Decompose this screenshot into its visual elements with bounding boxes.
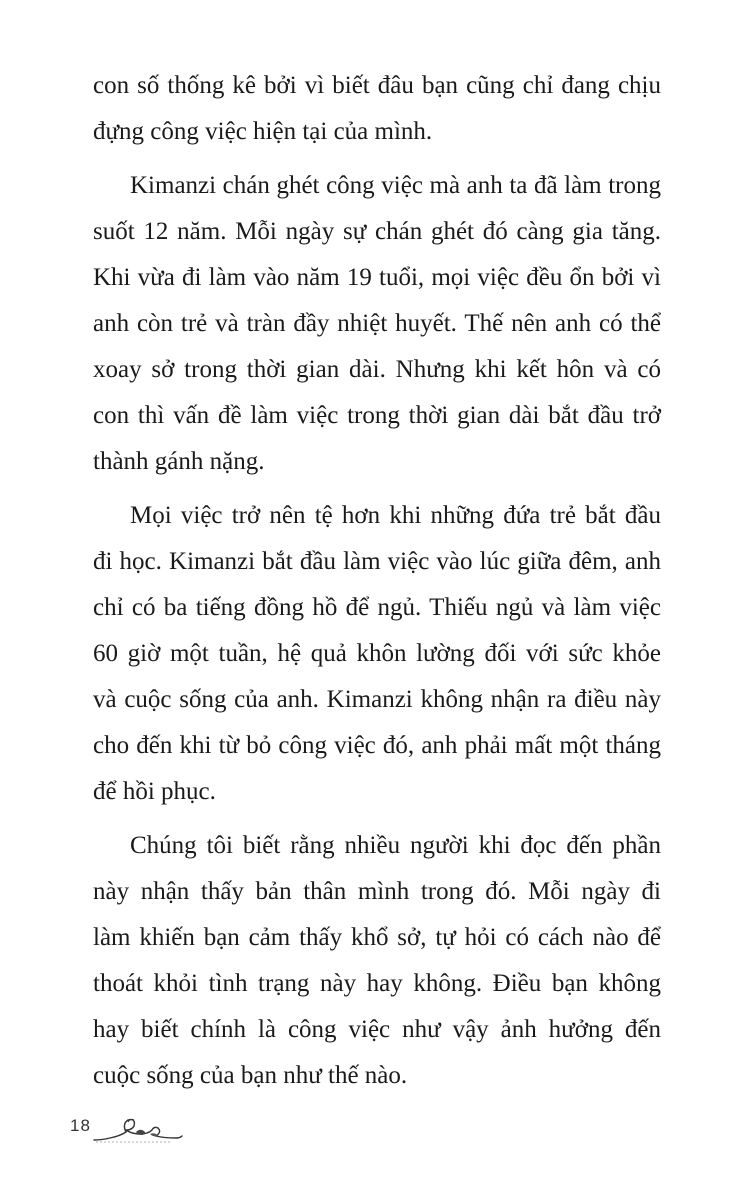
text-line: đựng công việc hiện tại của mình.: [93, 118, 433, 145]
text-line: 60 giờ một tuần, hệ quả khôn lường đối với sức khỏe: [93, 640, 661, 667]
paragraph-2: [93, 163, 661, 485]
text-line: anh còn trẻ và tràn đầy nhiệt huyết. Thế nên anh có thể: [93, 310, 661, 337]
paragraph-4: [93, 823, 661, 1099]
text-line: cuộc sống của bạn như thế nào.: [93, 1062, 408, 1089]
text-line: thành gánh nặng.: [93, 448, 265, 475]
text-line: cho đến khi từ bỏ công việc đó, anh phải mất một tháng: [93, 732, 661, 759]
text-line: làm khiến bạn cảm thấy khổ sở, tự hỏi có cách nào để: [93, 924, 661, 951]
ornamental-flourish-icon: [92, 1112, 184, 1149]
text-line: đi học. Kimanzi bắt đầu làm việc vào lúc giữa đêm, anh: [93, 548, 661, 575]
page-number: 18: [70, 1116, 91, 1135]
text-line: xoay sở trong thời gian dài. Nhưng khi kết hôn và có: [93, 356, 661, 383]
text-line: Chúng tôi biết rằng nhiều người khi đọc đến phần: [130, 832, 661, 859]
text-line: chỉ có ba tiếng đồng hồ để ngủ. Thiếu ngủ và làm việc: [93, 594, 661, 621]
text-line: con số thống kê bởi vì biết đâu bạn cũng chỉ đang chịu: [93, 72, 661, 99]
text-line: Kimanzi chán ghét công việc mà anh ta đã làm trong: [130, 172, 661, 199]
body-text: [93, 63, 661, 1099]
text-line: và cuộc sống của anh. Kimanzi không nhận ra điều này: [93, 686, 661, 713]
text-line: hay biết chính là công việc như vậy ảnh hưởng đến: [93, 1016, 661, 1043]
text-line: Mọi việc trở nên tệ hơn khi những đứa trẻ bắt đầu: [130, 502, 661, 529]
text-line: suốt 12 năm. Mỗi ngày sự chán ghét đó càng gia tăng.: [93, 218, 661, 245]
text-line: thoát khỏi tình trạng này hay không. Điều bạn không: [93, 970, 661, 997]
text-line: Khi vừa đi làm vào năm 19 tuổi, mọi việc đều ổn bởi vì: [93, 264, 661, 291]
page-footer: [70, 1112, 190, 1152]
paragraph-3: [93, 493, 661, 815]
paragraph-1: [93, 63, 661, 155]
text-line: này nhận thấy bản thân mình trong đó. Mỗi ngày đi: [93, 878, 661, 905]
text-line: để hồi phục.: [93, 778, 216, 805]
text-line: con thì vấn đề làm việc trong thời gian dài bắt đầu trở: [93, 402, 661, 429]
